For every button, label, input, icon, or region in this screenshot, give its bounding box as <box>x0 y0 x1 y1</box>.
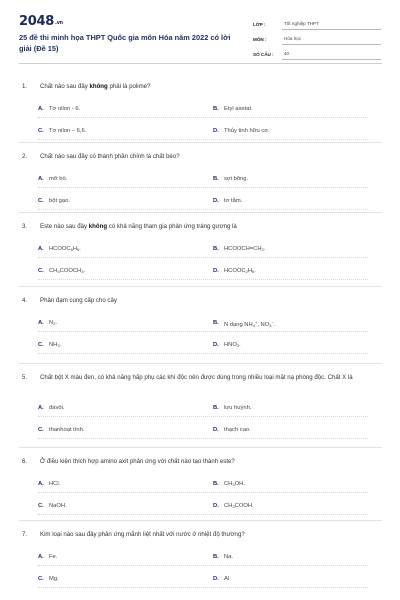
question-emphasis: không <box>88 223 108 230</box>
option-b[interactable] <box>213 320 276 328</box>
option-key: B. <box>213 176 219 182</box>
option-text: tơ tằm. <box>224 198 243 204</box>
option-c[interactable] <box>38 268 85 274</box>
option-d[interactable] <box>213 128 270 134</box>
option-key: A. <box>38 320 44 326</box>
meta-value: 40 <box>282 51 381 60</box>
question-4 <box>22 296 382 348</box>
meta-label: SỐ CÂU : <box>253 52 274 57</box>
logo-suffix: .vn <box>54 20 63 26</box>
question-text: Kim loại nào sau đây phản ứng mãnh liệt nhất với nước ở nhiệt độ thường? <box>40 531 245 538</box>
question-number: 2. <box>22 153 28 160</box>
question-emphasis: không <box>89 83 108 90</box>
option-key: D. <box>213 427 219 433</box>
question-number: 5. <box>22 374 28 381</box>
option-row-rule <box>38 187 368 188</box>
option-text: N dạng $NH_4^+$, $NO_3^-$. <box>224 320 276 328</box>
option-row-rule <box>38 353 368 354</box>
question-stem <box>22 457 382 467</box>
option-row-rule <box>38 257 368 258</box>
option-text: thạch cao. <box>224 427 251 433</box>
option-c[interactable] <box>38 128 86 134</box>
option-key: B. <box>213 405 219 411</box>
option-a[interactable] <box>38 320 57 326</box>
question-text: Chất bột X màu đen, có khả năng hấp phụ các khí độc nên được dùng trong nhiều loại mặt nạ phòng độc. Chất X là <box>40 374 353 381</box>
option-a[interactable] <box>38 481 60 487</box>
meta-value: Hóa học <box>282 36 381 45</box>
logo-text: 2048 <box>19 14 54 29</box>
question-stem <box>22 373 382 383</box>
site-logo[interactable] <box>19 14 63 29</box>
option-text: đávôi. <box>49 405 65 411</box>
option-d[interactable] <box>213 268 256 274</box>
question-6 <box>22 457 382 509</box>
option-key: A. <box>38 405 44 411</box>
option-key: B. <box>213 320 219 326</box>
option-text: $HNO_3$. <box>224 342 241 348</box>
option-text: Tơ nilon - 6. <box>49 106 81 112</box>
document-title: 25 đề thi minh họa THPT Quốc gia môn Hóa năm 2022 có lời giải (Đề 15) <box>19 33 231 53</box>
question-stem <box>22 152 382 162</box>
option-d[interactable] <box>213 342 241 348</box>
option-key: D. <box>213 268 219 274</box>
option-b[interactable] <box>213 554 233 560</box>
option-key: A. <box>38 106 44 112</box>
option-text: bột gạo. <box>49 198 70 204</box>
option-text: Fe. <box>49 554 58 560</box>
option-text: $HCOOC_6H_5$. <box>49 246 81 252</box>
option-a[interactable] <box>38 246 81 252</box>
option-row-rule <box>38 492 368 493</box>
option-key: C. <box>38 198 44 204</box>
option-key: D. <box>213 128 219 134</box>
option-row-rule <box>38 279 368 280</box>
option-text: lưu huỳnh. <box>224 405 252 411</box>
header-divider <box>19 63 382 64</box>
option-text: Na. <box>224 554 234 560</box>
meta-row-subject <box>253 30 381 45</box>
option-key: B. <box>213 246 219 252</box>
question-text: Este nào sau đây không có khả năng tham gia phản ứng tráng gương là <box>40 223 237 230</box>
option-text: $N_2$. <box>49 320 58 326</box>
question-separator <box>19 212 382 213</box>
question-text: Chất nào sau đây không phải là polime? <box>40 83 151 90</box>
option-c[interactable] <box>38 576 59 582</box>
option-text: Etyl axetat. <box>224 106 253 112</box>
question-3 <box>22 222 382 274</box>
option-key: D. <box>213 503 219 509</box>
option-key: C. <box>38 342 44 348</box>
question-7 <box>22 530 382 582</box>
question-number: 4. <box>22 297 28 304</box>
option-text: Tơ nilon – 6,6. <box>49 128 87 134</box>
option-key: C. <box>38 268 44 274</box>
option-text: mỡ bò. <box>49 176 68 182</box>
option-b[interactable] <box>213 405 251 411</box>
question-text: Chất nào sau đây có thành phần chính là chất béo? <box>40 153 180 160</box>
option-text: $HCOOC_2H_5$. <box>224 268 256 274</box>
question-separator <box>19 447 382 448</box>
option-text: Al. <box>224 576 231 582</box>
option-key: A. <box>38 554 44 560</box>
option-key: C. <box>38 128 44 134</box>
question-number: 7. <box>22 531 28 538</box>
option-a[interactable] <box>38 176 67 182</box>
question-stem <box>22 530 382 540</box>
option-a[interactable] <box>38 106 80 112</box>
option-key: B. <box>213 106 219 112</box>
option-d[interactable] <box>213 503 254 509</box>
option-key: A. <box>38 481 44 487</box>
option-c[interactable] <box>38 198 70 204</box>
option-d[interactable] <box>213 427 251 433</box>
option-text: sợi bông. <box>224 176 249 182</box>
option-row-rule <box>38 438 368 439</box>
option-text: Mg. <box>49 576 59 582</box>
question-stem <box>22 296 382 306</box>
option-key: A. <box>38 176 44 182</box>
option-row-rule <box>38 139 368 140</box>
option-row-rule <box>38 117 368 118</box>
option-text: $CH_3COOH$. <box>224 503 254 509</box>
question-text: Ở điều kiện thích hợp amino axit phản ứng với chất nào tạo thành este? <box>40 458 235 465</box>
exam-meta <box>253 15 381 60</box>
question-separator <box>19 286 382 287</box>
option-row-rule <box>38 565 368 566</box>
option-key: B. <box>213 554 219 560</box>
option-text: $CH_3OH$. <box>224 481 245 487</box>
option-text: thanhoạt tính. <box>49 427 85 433</box>
meta-row-count <box>253 45 381 60</box>
option-c[interactable] <box>38 342 61 348</box>
option-row-rule <box>38 331 368 332</box>
option-key: D. <box>213 198 219 204</box>
question-text: Phân đạm cung cấp cho cây <box>40 297 117 304</box>
option-row-rule <box>38 209 368 210</box>
meta-label: LỚP : <box>253 22 266 27</box>
question-5 <box>22 373 382 433</box>
option-text: Thủy tinh hữu cơ. <box>224 128 270 134</box>
option-c[interactable] <box>38 427 84 433</box>
option-text: NaOH. <box>49 503 67 509</box>
question-number: 3. <box>22 223 28 230</box>
option-text: $CH_3COOCH_3$. <box>49 268 86 274</box>
question-stem <box>22 82 382 92</box>
option-key: B. <box>213 481 219 487</box>
question-separator <box>19 520 382 521</box>
option-row-rule <box>38 587 368 588</box>
option-key: C. <box>38 503 44 509</box>
option-text: HCl. <box>49 481 61 487</box>
option-a[interactable] <box>38 554 57 560</box>
option-d[interactable] <box>213 198 242 204</box>
option-row-rule <box>38 416 368 417</box>
meta-row-class <box>253 15 381 30</box>
option-b[interactable] <box>213 246 265 252</box>
option-b[interactable] <box>213 481 245 487</box>
option-b[interactable] <box>213 106 253 112</box>
option-row-rule <box>38 514 368 515</box>
option-b[interactable] <box>213 176 248 182</box>
option-key: D. <box>213 576 219 582</box>
meta-label: MÔN : <box>253 37 267 42</box>
question-separator <box>19 363 382 364</box>
option-text: $HCOOCH=CH_2$. <box>224 246 266 252</box>
option-key: C. <box>38 427 44 433</box>
question-separator <box>19 142 382 143</box>
question-1 <box>22 82 382 134</box>
option-key: A. <box>38 246 44 252</box>
question-number: 6. <box>22 458 28 465</box>
option-text: $NH_3$. <box>49 342 62 348</box>
option-a[interactable] <box>38 405 64 411</box>
meta-value: Tốt nghiệp THPT <box>282 21 381 30</box>
question-number: 1. <box>22 83 28 90</box>
option-d[interactable] <box>213 576 231 582</box>
question-2 <box>22 152 382 204</box>
option-key: D. <box>213 342 219 348</box>
question-stem <box>22 222 382 232</box>
option-key: C. <box>38 576 44 582</box>
option-c[interactable] <box>38 503 67 509</box>
